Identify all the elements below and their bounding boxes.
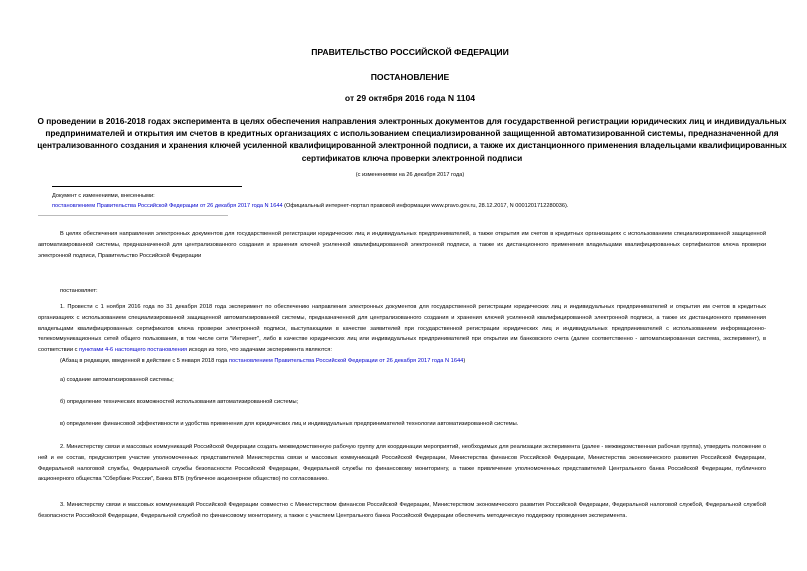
- paragraph-1-tail: исходя из того, что задачами эксперимента являются:: [187, 347, 332, 354]
- decrees-line: постановляет:: [60, 288, 98, 294]
- divider: [52, 186, 242, 187]
- item-b: б) определение технических возможностей использования автоматизированной системы;: [60, 399, 299, 405]
- paragraph-2: 2. Министерству связи и массовых коммуникаций Российской Федерации создать межведомственную рабочую группу для координации мероприятий, необходимых для реализации эксперимента (далее - межведомственная рабочая группа), утвердить положение о ней и ее состав, предусмотрев участие уполномоченных представителей Министерства связи и массовых коммуникаций Российской Федерации, Министерства финансов Российской Федерации, Министерства экономического развития Российской Федерации, Федеральной налоговой службы, Федеральной службы безопасности Российской Федерации, Федеральной службы по финансовому мониторингу, а также привлечение уполномоченных представителей Центрального банка Российской Федерации, публичного акционерного общества "Сбербанк России", Банка ВТБ (публичное акционерное общество) по согласованию.: [38, 444, 766, 483]
- amendment-source: (Официальный интернет-портал правовой информации www.pravo.gov.ru, 28.12.2017, N 0001201712280036).: [282, 203, 569, 209]
- edition-note: [60, 356, 760, 367]
- date-number-heading: от 29 октября 2016 года N 1104: [344, 93, 476, 103]
- amendments-line: [52, 203, 568, 209]
- doc-type-heading: ПОСТАНОВЛЕНИЕ: [370, 72, 450, 82]
- amendment-link[interactable]: постановлением Правительства Российской Федерации от 26 декабря 2017 года N 1644: [52, 203, 283, 209]
- paragraph-3: 3. Министерству связи и массовых коммуникаций Российской Федерации совместно с Министерством финансов Российской Федерации, Министерством экономического развития Российской Федерации, Федеральной налоговой службой, Федеральной службой безопасности Российской Федерации, Федеральной службой по финансовому мониторингу, а также с участием Центрального банка Российской Федерации обеспечить методическую поддержку проведения эксперимента.: [38, 502, 766, 519]
- preamble-paragraph: В целях обеспечения направления электронных документов для государственной регистрации юридических лиц и индивидуальных предпринимателей, а также открытия им счетов в кредитных организациях с использованием специализированной защищенной автоматизированной системы, предназначенной для централизованного создания и хранения ключей усиленной квалифицированной электронной подписи, а также их дистанционного применения владельцами квалифицированных сертификатов ключа проверки электронной подписи, Правительство Российской Федерации: [38, 231, 766, 259]
- points-link[interactable]: пунктами 4-6 настоящего постановления: [79, 347, 188, 354]
- changes-note: (с изменениями на 26 декабря 2017 года): [355, 172, 465, 178]
- edition-note-text: (Абзац в редакции, введенной в действие с 5 января 2018 года: [60, 358, 229, 364]
- edition-note-tail: ): [463, 358, 466, 364]
- paragraph-1: [38, 302, 766, 356]
- government-heading: ПРАВИТЕЛЬСТВО РОССИЙСКОЙ ФЕДЕРАЦИИ: [311, 47, 509, 57]
- divider: [38, 215, 228, 216]
- amendments-intro: Документ с изменениями, внесенными:: [52, 193, 155, 199]
- item-v: в) определение финансовой эффективности и удобства применения для юридических лиц и индивидуальных предпринимателей технологии автоматизированной системы.: [60, 421, 519, 427]
- document-title: О проведении в 2016-2018 годах эксперимента в целях обеспечения направления электронных документов для государственной регистрации юридических лиц и индивидуальных предпринимателей и открытия им счетов в кредитных организациях с использованием специализированной защищенной автоматизированной системы, предназначенной для централизованного создания и хранения ключей усиленной квалифицированной электронной подписи, а также их дистанционного применения владельцами квалифицированных сертификатов ключа проверки электронной подписи: [37, 116, 787, 163]
- paragraph-1-text: 1. Провести с 1 ноября 2016 года по 31 декабря 2018 года эксперимент по обеспечению направления электронных документов для государственной регистрации юридических лиц и индивидуальных предпринимателей и открытия им счетов в кредитных организациях с использованием специализированной защищенной автоматизированной системы, предназначенной для централизованного создания и хранения ключей усиленной квалифицированной электронной подписи, а также их дистанционного применения владельцами квалифицированных сертификатов ключа проверки электронной подписи, выступающими в качестве заявителей при государственной регистрации юридических лиц и индивидуальных предпринимателей с использованием информационно-телекоммуникационных сетей общего пользования, в том числе сети "Интернет", либо в качестве юридических лиц или индивидуальных предпринимателей при открытии им банковского счета (далее соответственно - автоматизированная система, эксперимент), в соответствии с: [38, 304, 766, 354]
- item-a: а) создание автоматизированной системы;: [60, 377, 174, 383]
- edition-link[interactable]: постановлением Правительства Российской Федерации от 26 декабря 2017 года N 1644: [228, 358, 464, 364]
